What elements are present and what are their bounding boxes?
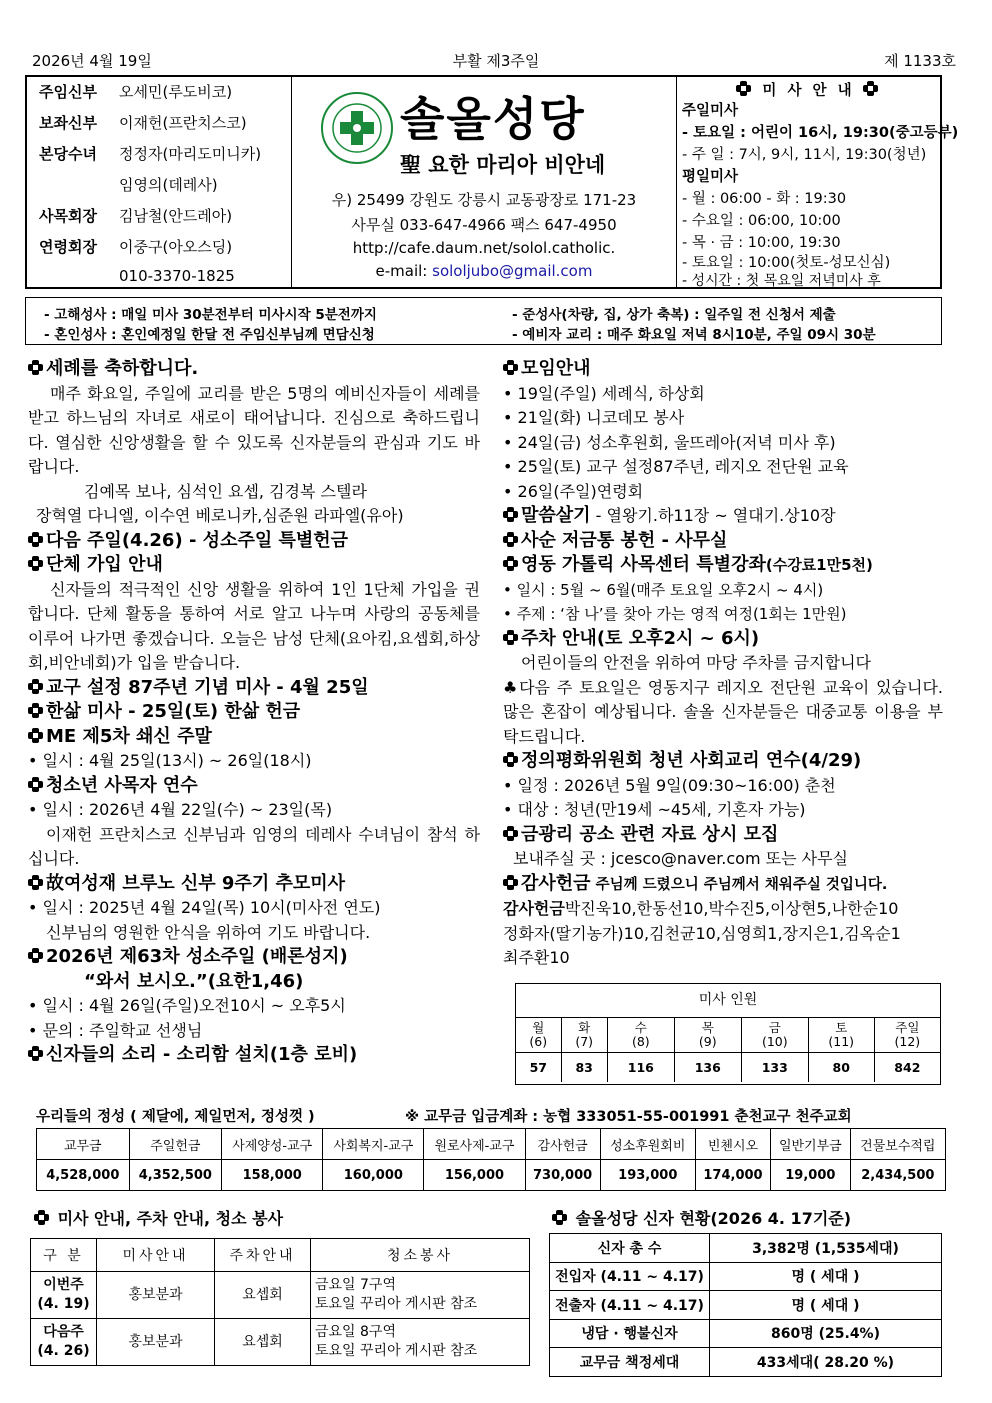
notice-line: - 준성사(차량, 집, 상가 축복) : 일주일 전 신청서 제출 bbox=[512, 307, 836, 323]
mass-line: - 성시간 : 첫 목요일 저녁미사 후 bbox=[682, 273, 881, 289]
baptism-heading: 세례를 축하합니다. bbox=[28, 357, 480, 382]
list-item: • 24일(금) 성소후원회, 울뜨레아(저녁 미사 후) bbox=[503, 432, 836, 452]
diocese-heading: 교구 설정 87주년 기념 미사 - 4월 25일 bbox=[28, 676, 480, 701]
table-row: 이번주 (4. 19) 홍보분과 요셉회 금요일 7구역 토요일 꾸리아 게시판 참조 bbox=[31, 1272, 530, 1319]
mass-line: - 목 · 금 : 10:00, 19:30 bbox=[682, 235, 841, 251]
cross-bullet-icon bbox=[28, 1046, 43, 1061]
thanks-list: 정화자(딸기농가)10,김천균10,심영희1,장지은1,김옥순1 bbox=[503, 923, 901, 943]
left-column bbox=[28, 357, 480, 1068]
youth-date: • 일시 : 2026년 4월 22일(수) ~ 23일(목) bbox=[28, 800, 333, 819]
staff-row: 010-3370-1825 bbox=[119, 267, 235, 285]
table-row: 신자 총 수 3,382명 (1,535세대) bbox=[550, 1234, 942, 1263]
memorial-heading: 故여성재 브루노 신부 9주기 추모미사 bbox=[28, 872, 480, 897]
memorial-text: 신부님의 영원한 안식을 위하여 기도 바랍니다. bbox=[46, 922, 371, 942]
thanks-list: 감사헌금박진욱10,한동선10,박수진5,이상현5,나한순10 bbox=[503, 899, 899, 918]
legio-text: ♣다음 주 토요일은 영동지구 레지오 전단원 교육이 있습니다. 많은 혼잡이 예상됩니다. 솔올 신자분들은 대중교통 이용을 부탁드립니다. bbox=[503, 677, 943, 746]
group-heading: 단체 가입 안내 bbox=[28, 553, 480, 578]
notice-line: - 예비자 교리 : 매주 화요일 저녁 8시10분, 주일 09시 30분 bbox=[512, 327, 876, 343]
vocation-theme: “와서 보시오.”(요한1,46) bbox=[84, 970, 304, 992]
table-row: 냉담 · 행불신자 860명 (25.4%) bbox=[550, 1319, 942, 1348]
notice-line: - 혼인성사 : 혼인예정일 한달 전 주임신부님께 면담신청 bbox=[44, 327, 375, 343]
voice-heading: 신자들의 소리 - 소리함 설치(1층 로비) bbox=[28, 1043, 480, 1068]
mass-line: - 토요일 : 10:00(첫토-성모신심) bbox=[682, 255, 891, 271]
cross-bullet-icon bbox=[503, 532, 518, 547]
mass-line: - 월 : 06:00 - 화 : 19:30 bbox=[682, 191, 847, 207]
staff-row: 임영의(데레사) bbox=[119, 176, 218, 194]
lecture-date: • 일시 : 5월 ~ 6월(매주 토요일 오후2시 ~ 4시) bbox=[503, 580, 824, 599]
cross-bullet-icon bbox=[28, 948, 43, 963]
cross-bullet-icon bbox=[28, 679, 43, 694]
justice-heading: 정의평화위원회 청년 사회교리 연수(4/29) bbox=[503, 749, 943, 774]
group-text: 신자들의 적극적인 신앙 생활을 위하여 1인 1단체 가입을 권합니다. 단체 활동을 통하여 서로 알고 나누며 사랑의 공동체를 이루어 나가면 좋겠습니다. 오늘은 남성 단체(요아킴,요셉회,하상회,비안네회)가 입을 받습니다. bbox=[28, 579, 480, 672]
cross-bullet-icon bbox=[34, 1210, 49, 1225]
parking-text: 어린이들의 안전을 위하여 마당 주차를 금지합니다 bbox=[521, 653, 872, 672]
cross-bullet-icon bbox=[28, 777, 43, 792]
sunday-mass-label: 주일미사 bbox=[682, 103, 739, 119]
offering-table bbox=[36, 1128, 946, 1191]
baptism-names: 장혁열 다니엘, 이수연 베로니카,심준원 라파엘(유아) bbox=[36, 506, 404, 525]
cafe-link[interactable]: http://cafe.daum.net/solol.catholic. bbox=[352, 239, 616, 257]
parking-heading: 주차 안내(토 오후2시 ~ 6시) bbox=[503, 627, 943, 652]
cross-bullet-icon bbox=[503, 360, 518, 375]
attendance-table bbox=[515, 983, 941, 1085]
attendance-grid bbox=[516, 1018, 940, 1082]
sacrament-notice bbox=[25, 297, 942, 345]
cross-bullet-icon bbox=[28, 703, 43, 718]
cross-bullet-icon bbox=[736, 81, 751, 96]
envelope-heading: 사순 저금통 봉헌 - 사무실 bbox=[503, 529, 943, 554]
email-line: e-mail: sololjubo@gmail.com bbox=[375, 262, 593, 280]
mass-line: - 토요일 : 어린이 16시, 19:30(중고등부) bbox=[682, 125, 959, 141]
cross-bullet-icon bbox=[503, 630, 518, 645]
weekday-mass-label: 평일미사 bbox=[682, 169, 739, 185]
vocation-date: • 일시 : 4월 26일(주일)오전10시 ~ 오후5시 bbox=[28, 996, 346, 1015]
mass-schedule-title: 미 사 안 내 bbox=[677, 79, 940, 100]
cross-bullet-icon bbox=[28, 875, 43, 890]
bulletin-date: 2026년 4월 19일 bbox=[32, 52, 152, 70]
youth-heading: 청소년 사목자 연수 bbox=[28, 774, 480, 799]
staff-row: 주임신부 오세민(루도비코) bbox=[39, 83, 233, 101]
table-row: 교무금 주일헌금 사제양성-교구 사회복지-교구 원로사제-교구 감사헌금 성소후원회비 빈첸시오 일반기부금 건물보수적립 bbox=[37, 1129, 946, 1160]
patron-saint: 聖 요한 마리아 비안네 bbox=[400, 153, 606, 177]
thanks-heading: 감사헌금 주님께 드렸으니 주님께서 채워주실 것입니다. bbox=[503, 872, 943, 898]
vocation-contact: • 문의 : 주일학교 선생님 bbox=[28, 1020, 203, 1040]
lecture-heading: 영동 가톨릭 사목센터 특별강좌(수강료1만5천) bbox=[503, 553, 943, 578]
list-item: • 19일(주일) 세례식, 하상회 bbox=[503, 383, 705, 403]
top-bar bbox=[32, 50, 960, 74]
members-table bbox=[549, 1233, 942, 1377]
table-row: 월 (6) 화 (7) 수 (8) 목 (9) 금 (10) 토 (11) 주일 (12) bbox=[516, 1018, 940, 1052]
me-date: • 일시 : 4월 25일(13시) ~ 26일(18시) bbox=[28, 751, 312, 770]
table-row: 교무금 책정세대 433세대( 28.20 %) bbox=[550, 1348, 942, 1377]
hansalm-heading: 한삶 미사 - 25일(토) 한삶 헌금 bbox=[28, 700, 480, 725]
meeting-heading: 모임안내 bbox=[503, 357, 943, 382]
me-heading: ME 제5차 쇄신 주말 bbox=[28, 725, 480, 750]
phone-fax: 사무실 033-647-4966 팩스 647-4950 bbox=[351, 216, 617, 234]
table-row: 57 83 116 136 133 80 842 bbox=[516, 1052, 940, 1082]
table-row: 다음주 (4. 26) 홍보분과 요셉회 금요일 8구역 토요일 꾸리아 게시판 참조 bbox=[31, 1319, 530, 1366]
next-sunday-heading: 다음 주일(4.26) - 성소주일 특별헌금 bbox=[28, 529, 480, 554]
mine-heading: 금광리 공소 관련 자료 상시 모집 bbox=[503, 823, 943, 848]
cross-bullet-icon bbox=[503, 752, 518, 767]
cross-bullet-icon bbox=[28, 728, 43, 743]
account-info: ※ 교무금 입금계좌 : 농협 333051-55-001991 춘천교구 천주교회 bbox=[405, 1109, 852, 1125]
table-row: 전출자 (4.11 ~ 4.17) 명 ( 세대 ) bbox=[550, 1291, 942, 1320]
service-title: 미사 안내, 주차 안내, 청소 봉사 bbox=[34, 1206, 283, 1229]
staff-list bbox=[27, 77, 292, 287]
church-logo-icon bbox=[320, 91, 394, 165]
baptism-names: 김예목 보나, 심석인 요셉, 김경복 스텔라 bbox=[84, 481, 367, 501]
vocation-heading: 2026년 제63차 성소주일 (배론성지) bbox=[28, 945, 480, 970]
list-item: • 26일(주일)연령회 bbox=[503, 481, 644, 501]
justice-target: • 대상 : 청년(만19세 ~45세, 기혼자 가능) bbox=[503, 800, 806, 819]
cross-bullet-icon bbox=[503, 875, 518, 890]
members-title: 솔올성당 신자 현황(2026 4. 17기준) bbox=[552, 1206, 851, 1229]
offering-title: 우리들의 정성 ( 제달에, 제일먼저, 정성껏 ) bbox=[36, 1109, 315, 1125]
cross-bullet-icon bbox=[863, 81, 878, 96]
table-row: 4,528,000 4,352,500 158,000 160,000 156,000 730,000 193,000 174,000 19,000 2,434,500 bbox=[37, 1160, 946, 1191]
address: 우) 25499 강원도 강릉시 교동광장로 171-23 bbox=[331, 191, 637, 209]
attendance-title: 미사 인원 bbox=[516, 984, 940, 1018]
cross-bullet-icon bbox=[503, 826, 518, 841]
cross-bullet-icon bbox=[503, 507, 518, 522]
service-table bbox=[30, 1238, 530, 1366]
staff-row: 보좌신부 이재헌(프란치스코) bbox=[39, 114, 247, 132]
list-item: • 25일(토) 교구 설정87주년, 레지오 전단원 교육 bbox=[503, 457, 849, 476]
mine-text: 보내주실 곳 : jcesco@naver.com 또는 사무실 bbox=[513, 849, 849, 868]
notice-line: - 고해성사 : 매일 미사 30분전부터 미사시작 5분전까지 bbox=[44, 307, 377, 323]
liturgical-feast: 부활 제3주일 bbox=[452, 52, 540, 70]
lecture-topic: • 주제 : ‘참 나’를 찾아 가는 영적 여정(1회는 1만원) bbox=[503, 605, 847, 623]
cross-bullet-icon bbox=[28, 532, 43, 547]
right-column bbox=[503, 357, 943, 971]
cross-bullet-icon bbox=[28, 556, 43, 571]
word-heading: 말씀살기 - 열왕기.하11장 ~ 열대기.상10장 bbox=[503, 504, 943, 529]
mass-schedule bbox=[677, 77, 959, 289]
thanks-list: 최주환10 bbox=[503, 948, 570, 967]
mass-line: - 수요일 : 06:00, 10:00 bbox=[682, 213, 841, 229]
youth-text: 이재헌 프란치스코 신부님과 임영의 데레사 수녀님이 참석 하십니다. bbox=[28, 824, 480, 868]
mass-line: - 주 일 : 7시, 9시, 11시, 19:30(청년) bbox=[682, 147, 927, 163]
cross-bullet-icon bbox=[552, 1210, 567, 1225]
staff-row: 사목회장 김남철(안드레아) bbox=[39, 207, 233, 225]
masthead bbox=[25, 75, 959, 289]
memorial-date: • 일시 : 2025년 4월 24일(목) 10시(미사전 연도) bbox=[28, 898, 381, 917]
issue-number: 제 1133호 bbox=[884, 52, 956, 70]
justice-date: • 일정 : 2026년 5월 9일(09:30~16:00) 춘천 bbox=[503, 775, 836, 795]
staff-row: 본당수녀 정정자(마리도미니카) bbox=[39, 145, 262, 163]
baptism-text: 매주 화요일, 주일에 교리를 받은 5명의 예비신자들이 세례를 받고 하느님의 자녀로 새로이 태어납니다. 진심으로 축하드립니다. 열심한 신앙생활을 할 수 있도록 신자분들의 관심과 기도 바랍니다. bbox=[28, 383, 480, 476]
church-name: 솔올성당 bbox=[400, 92, 586, 146]
staff-row: 연령회장 이중구(아오스딩) bbox=[39, 238, 233, 256]
list-item: • 21일(화) 니코데모 봉사 bbox=[503, 408, 685, 427]
church-info bbox=[292, 77, 677, 287]
cross-bullet-icon bbox=[28, 360, 43, 375]
table-row: 구 분 미사안내 주차안내 청소봉사 bbox=[31, 1239, 530, 1272]
email-link[interactable]: sololjubo@gmail.com bbox=[432, 262, 593, 280]
cross-bullet-icon bbox=[503, 556, 518, 571]
table-row: 전입자 (4.11 ~ 4.17) 명 ( 세대 ) bbox=[550, 1262, 942, 1291]
